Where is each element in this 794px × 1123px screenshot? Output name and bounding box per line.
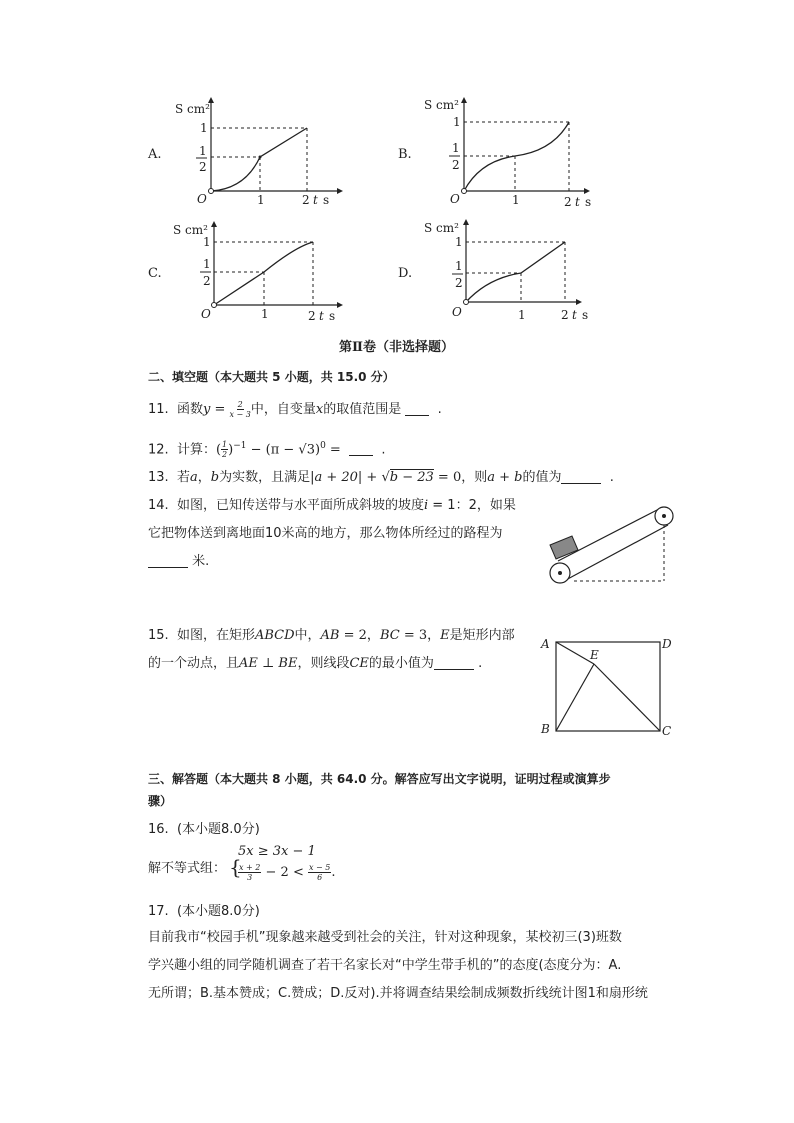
- svg-text:1: 1: [455, 235, 463, 249]
- svg-text:t: t: [313, 193, 318, 207]
- graph-a-curve: [211, 128, 307, 191]
- svg-text:1: 1: [453, 115, 461, 129]
- graph-c: [165, 220, 345, 330]
- question-14-line-2: 它把物体送到离地面10米高的地方，那么物体所经过的路程为: [148, 526, 503, 541]
- question-17-line-2: 学兴趣小组的同学随机调查了若干名家长对“中学生带手机的”的态度(态度分为：A.: [148, 958, 622, 973]
- svg-text:2: 2: [308, 309, 316, 323]
- question-11: 11. 函数y = $\frac{2}{x - 3}$ 中，自变量x的取值范围是 .: [148, 400, 442, 419]
- question-17-line-3: 无所谓；B.基本赞成；C.赞成；D.反对).并将调查结果绘制成频数折线统计图1和扇形统: [148, 986, 648, 1001]
- svg-text:1: 1: [512, 193, 520, 207]
- graph-d-curve: [466, 242, 565, 302]
- svg-text:B: B: [541, 722, 550, 736]
- svg-text:1: 1: [455, 259, 463, 273]
- svg-text:2: 2: [203, 274, 211, 288]
- graph-a: [165, 95, 345, 210]
- question-17-line-1: 目前我市“校园手机”现象越来越受到社会的关注，针对这种现象，某校初三(3)班数: [148, 930, 622, 945]
- section-2-title: 二、填空题（本大题共 5 小题，共 15.0 分）: [148, 370, 395, 384]
- svg-text:1: 1: [257, 193, 265, 207]
- option-c-label: C.: [148, 266, 162, 281]
- svg-text:D: D: [662, 637, 672, 651]
- question-15-line-1: 15. 如图，在矩形ABCD中，AB = 2，BC = 3，E是矩形内部: [148, 628, 515, 643]
- question-17-header: 17. (本小题8.0分): [148, 904, 260, 919]
- svg-text:O: O: [201, 307, 211, 321]
- svg-text:s: s: [582, 308, 589, 322]
- rectangle-abcd: [556, 642, 660, 731]
- inequality-1: 5x ≥ 3x − 1: [238, 844, 316, 859]
- svg-text:1: 1: [203, 257, 211, 271]
- svg-text:2: 2: [302, 193, 310, 207]
- svg-text:S cm²: S cm²: [173, 223, 208, 237]
- option-a-label: A.: [148, 147, 162, 162]
- svg-text:1: 1: [452, 141, 460, 155]
- svg-text:2: 2: [561, 308, 569, 322]
- graph-b-curve: [464, 122, 569, 191]
- svg-text:E: E: [590, 648, 599, 662]
- volume-title: 第Ⅱ卷（非选择题）: [339, 340, 454, 355]
- svg-text:1: 1: [261, 307, 269, 321]
- svg-text:S cm²: S cm²: [424, 221, 459, 235]
- svg-text:t: t: [319, 309, 324, 323]
- answer-blank-14[interactable]: [148, 553, 188, 568]
- svg-text:2: 2: [452, 158, 460, 172]
- svg-text:s: s: [329, 309, 336, 323]
- box-object: [550, 536, 578, 559]
- inequality-2: $\frac{x + 2}{3}$ − 2 < $\frac{x - 5}{6}$ .: [239, 863, 336, 882]
- section-3-title-line-2: 骤）: [148, 794, 173, 808]
- answer-blank-15[interactable]: [434, 655, 474, 670]
- y-axis-label: S cm²: [175, 102, 210, 116]
- svg-text:C: C: [662, 724, 672, 738]
- svg-text:2: 2: [455, 276, 463, 290]
- option-b-label: B.: [398, 147, 412, 162]
- svg-text:S cm²: S cm²: [424, 98, 459, 112]
- svg-text:1: 1: [518, 308, 526, 322]
- section-3-title-line-1: 三、解答题（本大题共 8 小题，共 64.0 分。解答应写出文字说明，证明过程或演算步: [148, 772, 611, 786]
- svg-text:2: 2: [199, 160, 207, 174]
- x-axis-arrow: [337, 188, 343, 194]
- question-13: 13. 若a，b为实数，且满足|a + 20| + √b − 23 = 0，则a + b的值为 .: [148, 470, 614, 485]
- svg-text:2: 2: [564, 195, 572, 209]
- svg-text:s: s: [323, 193, 330, 207]
- rectangle-diagram: [538, 632, 678, 742]
- question-15-line-2: 的一个动点，且AE ⊥ BE，则线段CE的最小值为 .: [148, 656, 483, 671]
- question-12: 12. 计算：( $\frac{1}{2}$ )$^{-1} - (\pi - √3)^0$ = .: [148, 440, 386, 460]
- origin-point: [209, 189, 214, 194]
- conveyor-diagram: [540, 500, 680, 590]
- svg-text:t: t: [575, 195, 580, 209]
- question-14-line-3: 米.: [148, 553, 209, 571]
- question-14-line-1: 14. 如图，已知传送带与水平面所成斜坡的坡度i = 1：2，如果: [148, 498, 516, 513]
- svg-text:A: A: [541, 637, 550, 651]
- graph-b: [418, 95, 598, 210]
- answer-blank-13[interactable]: [561, 469, 601, 484]
- svg-text:s: s: [585, 195, 592, 209]
- option-d-label: D.: [398, 266, 413, 281]
- question-16-prompt: 解不等式组：: [148, 861, 227, 876]
- svg-text:1: 1: [199, 144, 207, 158]
- brace: {: [229, 855, 242, 879]
- svg-text:O: O: [452, 305, 462, 319]
- svg-text:t: t: [572, 308, 577, 322]
- svg-text:1: 1: [203, 235, 211, 249]
- svg-text:O: O: [450, 192, 460, 206]
- svg-text:1: 1: [200, 121, 208, 135]
- svg-text:O: O: [197, 192, 207, 206]
- question-16-header: 16. (本小题8.0分): [148, 822, 260, 837]
- answer-blank-11[interactable]: [405, 401, 429, 416]
- graph-d: [418, 218, 598, 330]
- answer-blank-12[interactable]: [349, 441, 373, 456]
